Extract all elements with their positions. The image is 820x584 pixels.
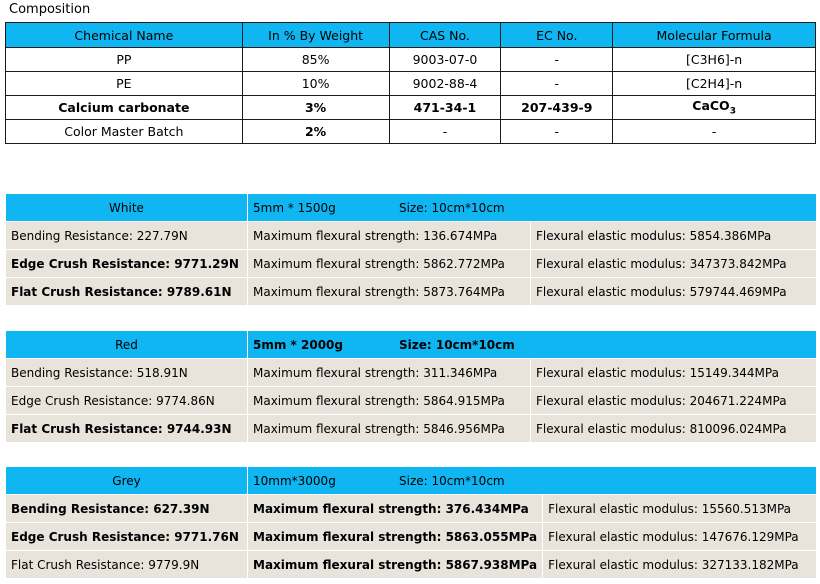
- cell-cas-no: 9003-07-0: [389, 48, 501, 72]
- elastic-modulus-value: Flexural elastic modulus: 579744.469MPa: [531, 278, 817, 306]
- test-row-bending: [6, 359, 817, 387]
- test-table-white: [5, 193, 817, 306]
- cell-cas-no: 9002-88-4: [389, 72, 501, 96]
- cell-weight-percent: 85%: [242, 48, 389, 72]
- test-header-row: [6, 331, 817, 359]
- elastic-modulus-value: Flexural elastic modulus: 147676.129MPa: [543, 523, 817, 551]
- size-label: Size: 10cm*10cm: [399, 200, 505, 215]
- cell-chemical-name: PP: [6, 48, 243, 72]
- cell-chemical-name: Color Master Batch: [6, 120, 243, 144]
- test-row-flat-crush: [6, 551, 817, 579]
- spec-cell: [248, 467, 817, 495]
- formula-subscript: 3: [729, 106, 736, 117]
- cell-chemical-name: Calcium carbonate: [6, 96, 243, 120]
- resistance-value: Flat Crush Resistance: 9789.61N: [6, 278, 248, 306]
- cell-cas-no: -: [389, 120, 501, 144]
- resistance-value: Edge Crush Resistance: 9771.76N: [6, 523, 248, 551]
- cell-weight-percent: 2%: [242, 120, 389, 144]
- cell-molecular-formula: [C2H4]-n: [613, 72, 816, 96]
- spec-label: 5mm * 1500g: [253, 200, 336, 215]
- test-header-row: [6, 194, 817, 222]
- resistance-value: Flat Crush Resistance: 9779.9N: [6, 551, 248, 579]
- test-row-bending: [6, 495, 817, 523]
- composition-title: Composition: [9, 2, 91, 17]
- elastic-modulus-value: Flexural elastic modulus: 810096.024MPa: [531, 415, 817, 443]
- resistance-value: Edge Crush Resistance: 9774.86N: [6, 387, 248, 415]
- resistance-value: Bending Resistance: 227.79N: [6, 222, 248, 250]
- flexural-strength-value: Maximum flexural strength: 5864.915MPa: [248, 387, 531, 415]
- resistance-value: Edge Crush Resistance: 9771.29N: [6, 250, 248, 278]
- size-label: Size: 10cm*10cm: [399, 337, 515, 352]
- composition-table: [5, 22, 816, 144]
- header-molecular-formula: Molecular Formula: [613, 23, 816, 48]
- cell-weight-percent: 3%: [242, 96, 389, 120]
- cell-molecular-formula: -: [613, 120, 816, 144]
- elastic-modulus-value: Flexural elastic modulus: 15149.344MPa: [531, 359, 817, 387]
- test-row-edge-crush: [6, 387, 817, 415]
- test-row-edge-crush: [6, 523, 817, 551]
- composition-row-calcium-carbonate: [6, 96, 816, 120]
- cell-ec-no: -: [501, 72, 613, 96]
- resistance-value: Bending Resistance: 518.91N: [6, 359, 248, 387]
- flexural-strength-value: Maximum flexural strength: 5846.956MPa: [248, 415, 531, 443]
- test-row-bending: [6, 222, 817, 250]
- test-table-grey: [5, 466, 817, 579]
- flexural-strength-value: Maximum flexural strength: 376.434MPa: [248, 495, 543, 523]
- elastic-modulus-value: Flexural elastic modulus: 204671.224MPa: [531, 387, 817, 415]
- header-weight-percent: In % By Weight: [242, 23, 389, 48]
- flexural-strength-value: Maximum flexural strength: 311.346MPa: [248, 359, 531, 387]
- flexural-strength-value: Maximum flexural strength: 136.674MPa: [248, 222, 531, 250]
- header-cas-no: CAS No.: [389, 23, 501, 48]
- elastic-modulus-value: Flexural elastic modulus: 347373.842MPa: [531, 250, 817, 278]
- flexural-strength-value: Maximum flexural strength: 5863.055MPa: [248, 523, 543, 551]
- cell-ec-no: 207-439-9: [501, 96, 613, 120]
- test-table-red: [5, 330, 817, 443]
- composition-row-pe: [6, 72, 816, 96]
- cell-chemical-name: PE: [6, 72, 243, 96]
- color-label: Red: [6, 331, 248, 359]
- flexural-strength-value: Maximum flexural strength: 5867.938MPa: [248, 551, 543, 579]
- elastic-modulus-value: Flexural elastic modulus: 15560.513MPa: [543, 495, 817, 523]
- composition-row-pp: [6, 48, 816, 72]
- spec-label: 10mm*3000g: [253, 473, 336, 488]
- test-header-row: [6, 467, 817, 495]
- header-ec-no: EC No.: [501, 23, 613, 48]
- test-row-flat-crush: [6, 415, 817, 443]
- spec-cell: [248, 194, 817, 222]
- flexural-strength-value: Maximum flexural strength: 5873.764MPa: [248, 278, 531, 306]
- color-label: White: [6, 194, 248, 222]
- composition-row-color-master-batch: [6, 120, 816, 144]
- cell-molecular-formula: [C3H6]-n: [613, 48, 816, 72]
- cell-ec-no: -: [501, 120, 613, 144]
- composition-header-row: [6, 23, 816, 48]
- cell-molecular-formula: [613, 96, 816, 120]
- header-chemical-name: Chemical Name: [6, 23, 243, 48]
- resistance-value: Bending Resistance: 627.39N: [6, 495, 248, 523]
- cell-ec-no: -: [501, 48, 613, 72]
- spec-cell: [248, 331, 817, 359]
- test-row-edge-crush: [6, 250, 817, 278]
- formula-text: CaCO: [692, 98, 730, 114]
- resistance-value: Flat Crush Resistance: 9744.93N: [6, 415, 248, 443]
- cell-weight-percent: 10%: [242, 72, 389, 96]
- elastic-modulus-value: Flexural elastic modulus: 5854.386MPa: [531, 222, 817, 250]
- test-row-flat-crush: [6, 278, 817, 306]
- elastic-modulus-value: Flexural elastic modulus: 327133.182MPa: [543, 551, 817, 579]
- spec-label: 5mm * 2000g: [253, 337, 343, 352]
- flexural-strength-value: Maximum flexural strength: 5862.772MPa: [248, 250, 531, 278]
- color-label: Grey: [6, 467, 248, 495]
- cell-cas-no: 471-34-1: [389, 96, 501, 120]
- size-label: Size: 10cm*10cm: [399, 473, 505, 488]
